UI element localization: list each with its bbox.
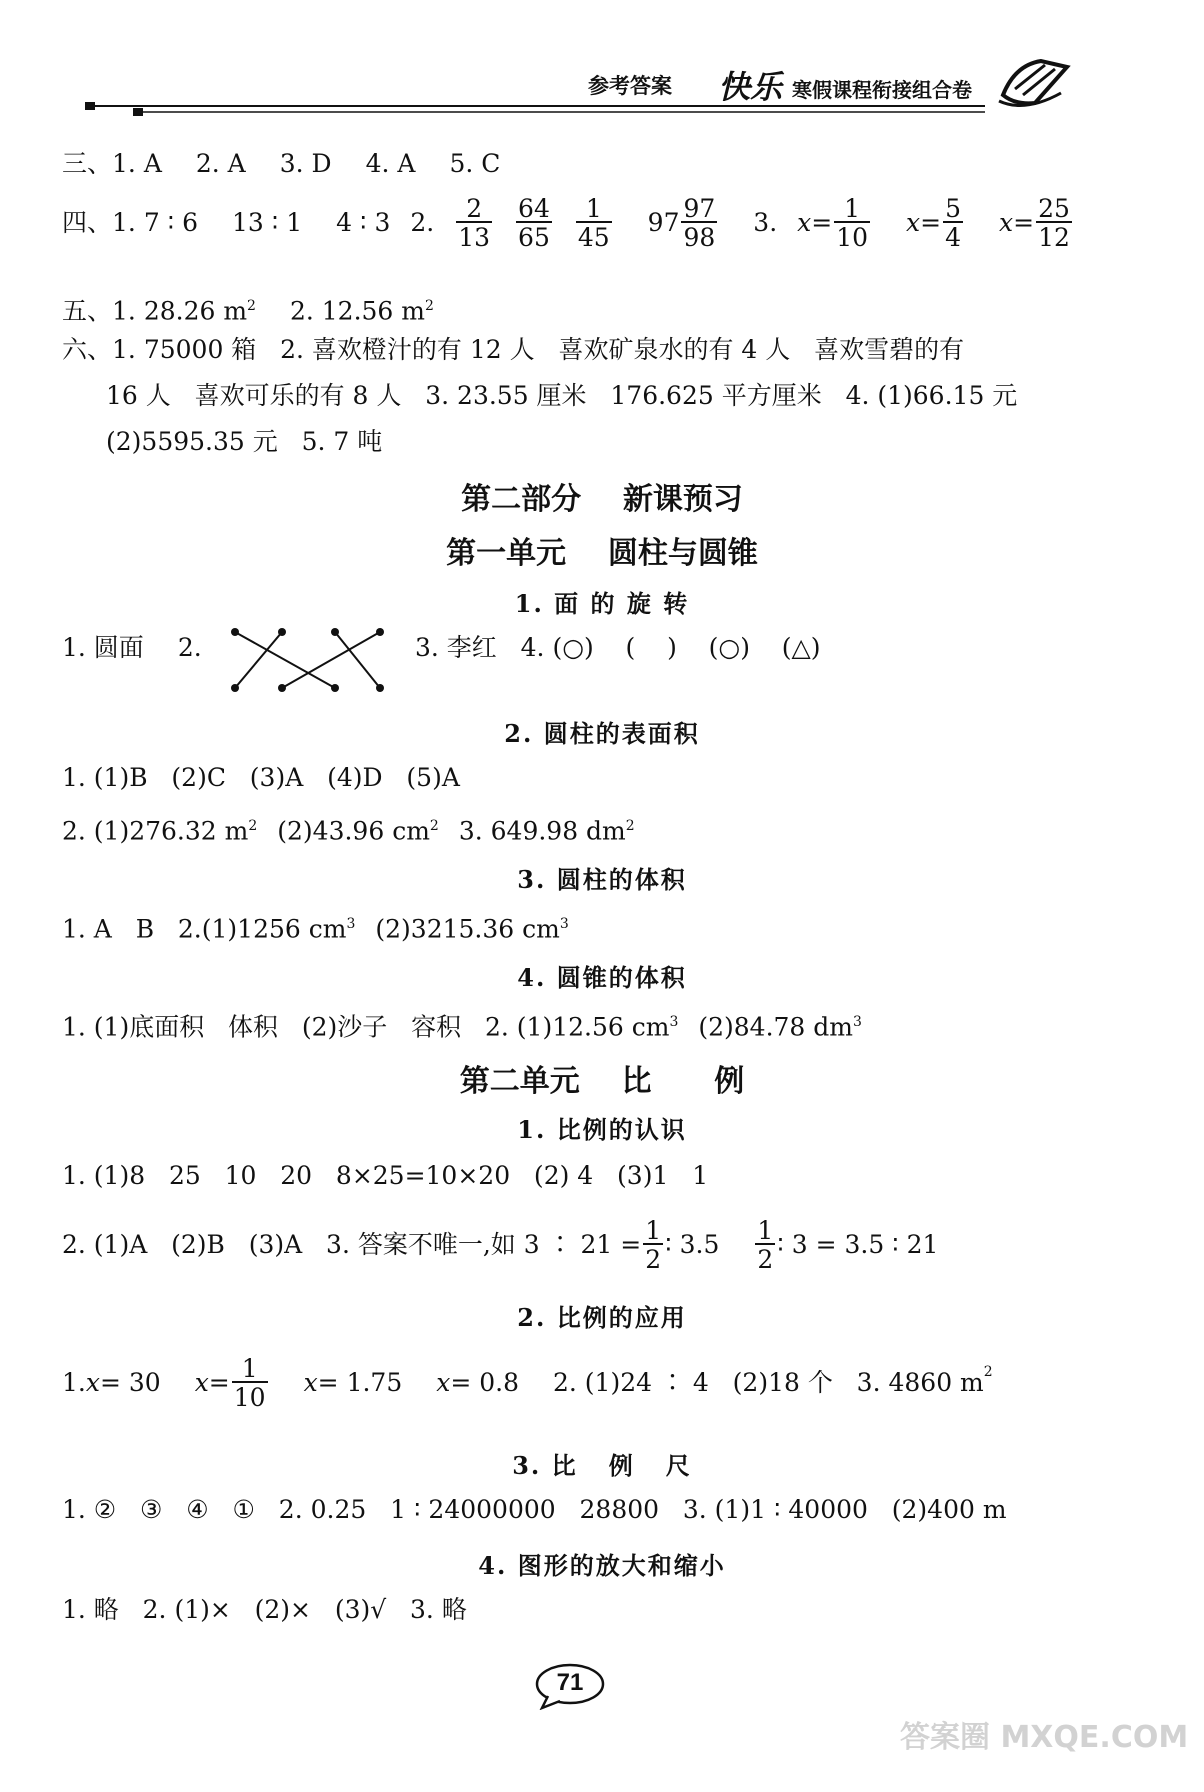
- lesson-3-answers: 1. A B 2.(1)1256 $cm^3$ (2)3215.36 $cm^3$: [62, 914, 569, 944]
- section-6-answers-cont: 16 人 喜欢可乐的有 8 人 3. 23.55 厘米 176.625 平方厘米 4. (1)66.15 元: [106, 381, 1018, 410]
- lesson-title: 1. 比例的认识: [517, 1115, 687, 1144]
- fraction: $\frac{1}{2}$: [645, 1216, 662, 1274]
- header-brand: 快乐: [718, 68, 783, 106]
- fraction: $\frac{1}{10}$: [836, 194, 869, 252]
- unit-title: 第一单元 圆柱与圆锥: [446, 536, 758, 571]
- lesson-1-answers-cont: 3. 李红 4. (○) ( ) (○) (△): [415, 633, 821, 662]
- header-series-title: 寒假课程衔接组合卷: [792, 78, 972, 102]
- lesson-title: 4. 图形的放大和缩小: [478, 1551, 726, 1580]
- fraction: $\frac{1}{45}$: [577, 194, 610, 252]
- section-4-answers: 四、 1. 7 ∶ 6 13 ∶ 1 4 ∶ 3 2. $\frac{2}{13}$ $\frac{64}{65}$ $\frac{1}{45}$ 97 $\frac{97}{98}$ 3. x = $\frac{1}{10}$ x = $\frac{5}{4}$ x = $\frac{25}{12}$: [62, 194, 1070, 252]
- section-6-answers: 六、1. 75000 箱 2. 喜欢橙汁的有 12 人 喜欢矿泉水的有 4 人 喜欢雪碧的有: [62, 335, 965, 364]
- lesson-2-answers: 2. (1)276.32 $m^2$ (2)43.96 $cm^2$ 3. 649.98 $dm^2$: [62, 816, 635, 846]
- fraction: $\frac{5}{4}$: [945, 194, 961, 252]
- page-number-badge: [534, 1662, 606, 1710]
- lesson-2-answers: 1. (1)B (2)C (3)A (4)D (5)A: [62, 763, 460, 792]
- section-6-answers-cont: (2)5595.35 元 5. 7 吨: [106, 427, 383, 456]
- unit-title: 第二单元 比 例: [459, 1064, 745, 1099]
- lesson-answers: 2. (1)A (2)B (3)A 3. 答案不唯一,如 3 ∶ 21 = $\frac{1}{2}$ ∶ 3.5 $\frac{1}{2}$ ∶ 3 = 3.5 ∶ 21: [62, 1216, 939, 1274]
- lesson-title: 3. 圆柱的体积: [517, 865, 687, 894]
- lesson-title: 2. 圆柱的表面积: [504, 719, 700, 748]
- lesson-title: 3. 比 例 尺: [512, 1451, 692, 1480]
- lesson-1-answers: 1. 圆面 2.: [62, 633, 202, 662]
- lesson-4-answers: 1. (1)底面积 体积 (2)沙子 容积 2. (1)12.56 $cm^3$ (2)84.78 $dm^3$: [62, 1012, 862, 1042]
- fraction: $\frac{1}{10}$: [233, 1354, 266, 1412]
- fraction: $\frac{97}{98}$: [683, 194, 716, 252]
- lesson-answers: 1. x = 30 x = $\frac{1}{10}$ x = 1.75 x = 0.8 2. (1)24 ∶ 4 (2)18 个 3. 4860 m $^2$: [62, 1354, 993, 1412]
- fraction: $\frac{64}{65}$: [518, 194, 550, 252]
- fraction: $\frac{1}{2}$: [757, 1216, 774, 1274]
- matching-lines-diagram: [225, 620, 400, 700]
- header-label-answers: 参考答案: [588, 74, 672, 98]
- lesson-answers: 1. 略 2. (1)× (2)× (3)√ 3. 略: [62, 1595, 467, 1624]
- lesson-title: 2. 比例的应用: [517, 1303, 687, 1332]
- fraction: $\frac{2}{13}$: [458, 194, 491, 252]
- lesson-answers: 1. ② ③ ④ ① 2. 0.25 1 ∶ 24000000 28800 3. (1)1 ∶ 40000 (2)400 m: [62, 1495, 1007, 1524]
- section-prefix: 三、: [62, 149, 113, 178]
- fraction: $\frac{25}{12}$: [1038, 194, 1070, 252]
- part-title: 第二部分 新课预习: [461, 482, 743, 517]
- book-logo-icon: [995, 55, 1075, 115]
- page-number: 71: [556, 1669, 584, 1696]
- section-3-answers: 三、1. A 2. A 3. D 4. A 5. C: [62, 149, 501, 178]
- watermark: 答案圈 MXQE.COM: [900, 1720, 1189, 1755]
- lesson-title: 4. 圆锥的体积: [517, 963, 687, 992]
- lesson-answers: 1. (1)8 25 10 20 8×25=10×20 (2) 4 (3)1 1: [62, 1161, 709, 1190]
- lesson-title: 1. 面 的 旋 转: [514, 589, 690, 618]
- section-5-answers: 五、1. 28.26 $m^2$ 2. 12.56 $m^2$: [62, 296, 434, 326]
